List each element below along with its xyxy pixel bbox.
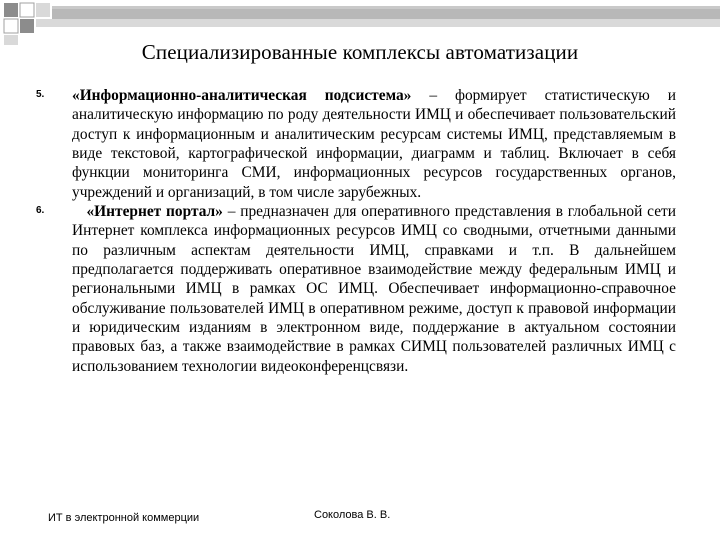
item-term: «Интернет портал» <box>86 203 223 221</box>
item-paragraph <box>72 86 676 202</box>
deco-square-outline-1 <box>20 3 34 17</box>
list-item <box>36 202 676 376</box>
deco-square-light-1 <box>36 3 50 17</box>
item-number: 6. <box>36 205 45 217</box>
deco-square-outline-2 <box>4 19 18 33</box>
footer-course-title: ИТ в электронной коммерции <box>48 512 200 524</box>
item-description: – формирует статистическую и аналитическую информацию по роду деятельности ИМЦ и обеспечивает пользовательский доступ к информационным и аналитическим ресурсам системы ИМЦ, представляемым в виде текстовой, картографической информации, диаграмм и таблиц. Включает в себя функции мониторинга СМИ, информационных ресурсов государственных органов, учреждений и организаций, в том числе зарубежных. <box>72 87 676 201</box>
item-term: «Информационно-аналитическая подсистема» <box>72 87 412 104</box>
item-paragraph <box>72 202 676 376</box>
item-number: 5. <box>36 89 45 100</box>
deco-square-dark-2 <box>20 19 34 33</box>
deco-bar-highlight <box>52 6 720 9</box>
slide-title: Специализированные комплексы автоматизации <box>141 40 579 64</box>
deco-bar-light <box>36 19 720 27</box>
item-description: – предназначен для оперативного представления в глобальной сети Интернет комплекса информационных ресурсов ИМЦ со сводными, отчетными данными по различным аспектам деятельности ИМЦ, справками и т.п. В дальнейшем предполагается поддерживать оперативное взаимодействие между федеральным ИМЦ и региональными ИМЦ в рамках ОС ИМЦ. Обеспечивает информационно-справочное обслуживание пользователей ИМЦ в оперативном режиме, доступ к правовой информации и юридическим изданиям в электронном виде, поддержание в актуальном состоянии правовых баз, а также взаимодействие в рамках СИМЦ пользователей различных ИМЦ с использованием технологии видеоконференцсвязи. <box>72 203 676 375</box>
item-indent <box>72 203 86 220</box>
footer-author: Соколова В. В. <box>314 509 391 521</box>
content-list <box>36 86 676 376</box>
deco-square-dark-1 <box>4 3 18 17</box>
list-item <box>36 86 676 202</box>
